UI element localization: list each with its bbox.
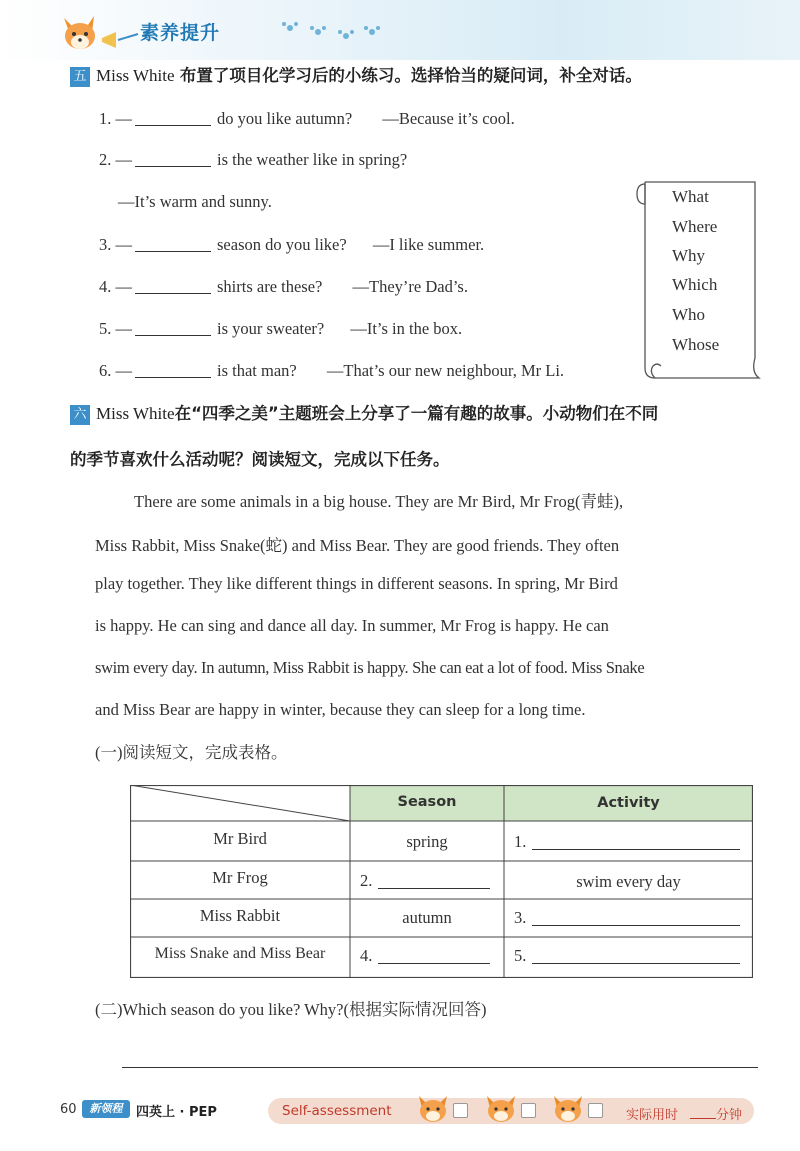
section6-title-cn-line2: 的季节喜欢什么活动呢？阅读短文，完成以下任务。 [70, 450, 450, 469]
answer-blank[interactable] [135, 236, 211, 252]
answer-blank[interactable] [135, 362, 211, 378]
table-row-name: Mr Bird [213, 829, 267, 848]
question-1 [99, 109, 515, 129]
question-number: 1. — [99, 109, 132, 128]
word-option: Why [672, 246, 706, 265]
question-number: 3. — [99, 235, 132, 254]
question-number: 4. — [99, 277, 132, 296]
answer-blank[interactable] [378, 873, 490, 889]
header-banner [0, 0, 800, 60]
word-option: Whose [672, 335, 720, 354]
answer-blank[interactable] [532, 910, 740, 926]
table-cell-activity: swim every day [576, 872, 681, 891]
task1-instruction: (一)阅读短文，完成表格。 [95, 743, 288, 762]
word-option: Which [672, 275, 718, 294]
blank-number: 5. [514, 946, 527, 965]
passage-line: is happy. He can sing and dance all day. In summer, Mr Frog is happy. He can [95, 616, 609, 635]
fox-face-icon [484, 1094, 518, 1124]
blank-number: 4. [360, 946, 373, 965]
section6-number: 六 [70, 405, 90, 425]
answer-line[interactable] [122, 1067, 758, 1068]
question-number: 2. — [99, 150, 132, 169]
question-3 [99, 235, 484, 255]
passage-line: play together. They like different things in different seasons. In spring, Mr Bird [95, 574, 618, 593]
table-cell-season: autumn [402, 908, 452, 927]
word-option: Who [672, 305, 706, 324]
table-row-name: Mr Frog [212, 868, 268, 887]
answer-text: —I like summer. [372, 235, 485, 254]
passage-line: Miss Rabbit, Miss Snake(蛇) and Miss Bear. They are good friends. They often [95, 536, 620, 555]
section6-heading-line2 [70, 448, 450, 472]
section6-title-en: Miss White [96, 404, 175, 423]
table-header-season: Season [397, 794, 457, 810]
answer-blank[interactable] [532, 948, 740, 964]
self-assessment-checkbox[interactable] [588, 1103, 603, 1118]
self-assessment-label: Self-assessment [282, 1103, 392, 1119]
answer-blank[interactable] [532, 834, 740, 850]
answer-blank[interactable] [135, 320, 211, 336]
blank-number: 1. [514, 832, 527, 851]
table-cell-season-blank [360, 871, 490, 891]
question-text: is your sweater? [217, 319, 325, 338]
answer-text: —That’s our new neighbour, Mr Li. [326, 361, 565, 380]
table-cell-activity-blank [514, 908, 740, 928]
banner-title: 素养提升 [140, 22, 221, 44]
answer-text: —Because it’s cool. [382, 109, 515, 128]
fox-face-icon [416, 1094, 450, 1124]
question-text: is the weather like in spring? [217, 150, 408, 169]
answer-blank[interactable] [135, 110, 211, 126]
answer-text: —It’s in the box. [350, 319, 463, 338]
table-cell-season: spring [406, 832, 448, 851]
self-assessment-checkbox[interactable] [521, 1103, 536, 1118]
question-4 [99, 277, 468, 297]
word-option: What [672, 187, 709, 206]
question-number: 6. — [99, 361, 132, 380]
question-number: 5. — [99, 319, 132, 338]
passage-line: There are some animals in a big house. They are Mr Bird, Mr Frog(青蛙), [134, 492, 624, 511]
answer-text: —It’s warm and sunny. [118, 192, 272, 211]
publisher-logo: 新领程 [82, 1100, 130, 1118]
table-cell-season-blank [360, 946, 490, 966]
question-2 [99, 150, 407, 170]
megaphone-icon [100, 30, 140, 50]
answer-blank[interactable] [135, 151, 211, 167]
question-5 [99, 319, 462, 339]
blank-number: 2. [360, 871, 373, 890]
paw-prints-icon [282, 18, 382, 48]
time-label: 实际用时 [626, 1108, 679, 1123]
passage-line: swim every day. In autumn, Miss Rabbit is happy. She can eat a lot of food. Miss Snake [95, 658, 645, 677]
table-row-name: Miss Rabbit [199, 906, 281, 925]
section5-heading [70, 64, 642, 88]
section5-title-en: Miss White [96, 66, 175, 85]
task2-question: (二)Which season do you like? Why?(根据实际情况回答) [95, 1000, 487, 1019]
book-label: 四英上 · PEP [136, 1105, 217, 1120]
question-text: do you like autumn? [217, 109, 353, 128]
fox-face-icon [551, 1094, 585, 1124]
answer-blank[interactable] [378, 948, 490, 964]
word-option: Where [672, 217, 718, 236]
table-row-name: Miss Snake and Miss Bear [154, 945, 326, 962]
page-number: 60 [60, 1102, 77, 1117]
section6-title-cn-line1: 在“四季之美”主题班会上分享了一篇有趣的故事。小动物们在不同 [174, 404, 659, 423]
section6-heading [70, 402, 658, 426]
passage-line: and Miss Bear are happy in winter, because they can sleep for a long time. [95, 700, 586, 719]
fox-mascot-icon [60, 14, 102, 52]
time-unit: 分钟 [716, 1108, 743, 1123]
question-2-answer [118, 192, 272, 212]
blank-number: 3. [514, 908, 527, 927]
answer-blank[interactable] [135, 278, 211, 294]
self-assessment-checkbox[interactable] [453, 1103, 468, 1118]
question-text: shirts are these? [217, 277, 323, 296]
question-text: is that man? [217, 361, 297, 380]
section5-number: 五 [70, 67, 90, 87]
table-cell-activity-blank [514, 832, 740, 852]
answer-text: —They’re Dad’s. [352, 277, 468, 296]
table-header-activity: Activity [597, 795, 660, 811]
section5-title-cn: 布置了项目化学习后的小练习。选择恰当的疑问词，补全对话。 [179, 66, 642, 85]
time-blank[interactable] [690, 1118, 716, 1119]
question-text: season do you like? [217, 235, 347, 254]
question-6 [99, 361, 564, 381]
table-cell-activity-blank [514, 946, 740, 966]
